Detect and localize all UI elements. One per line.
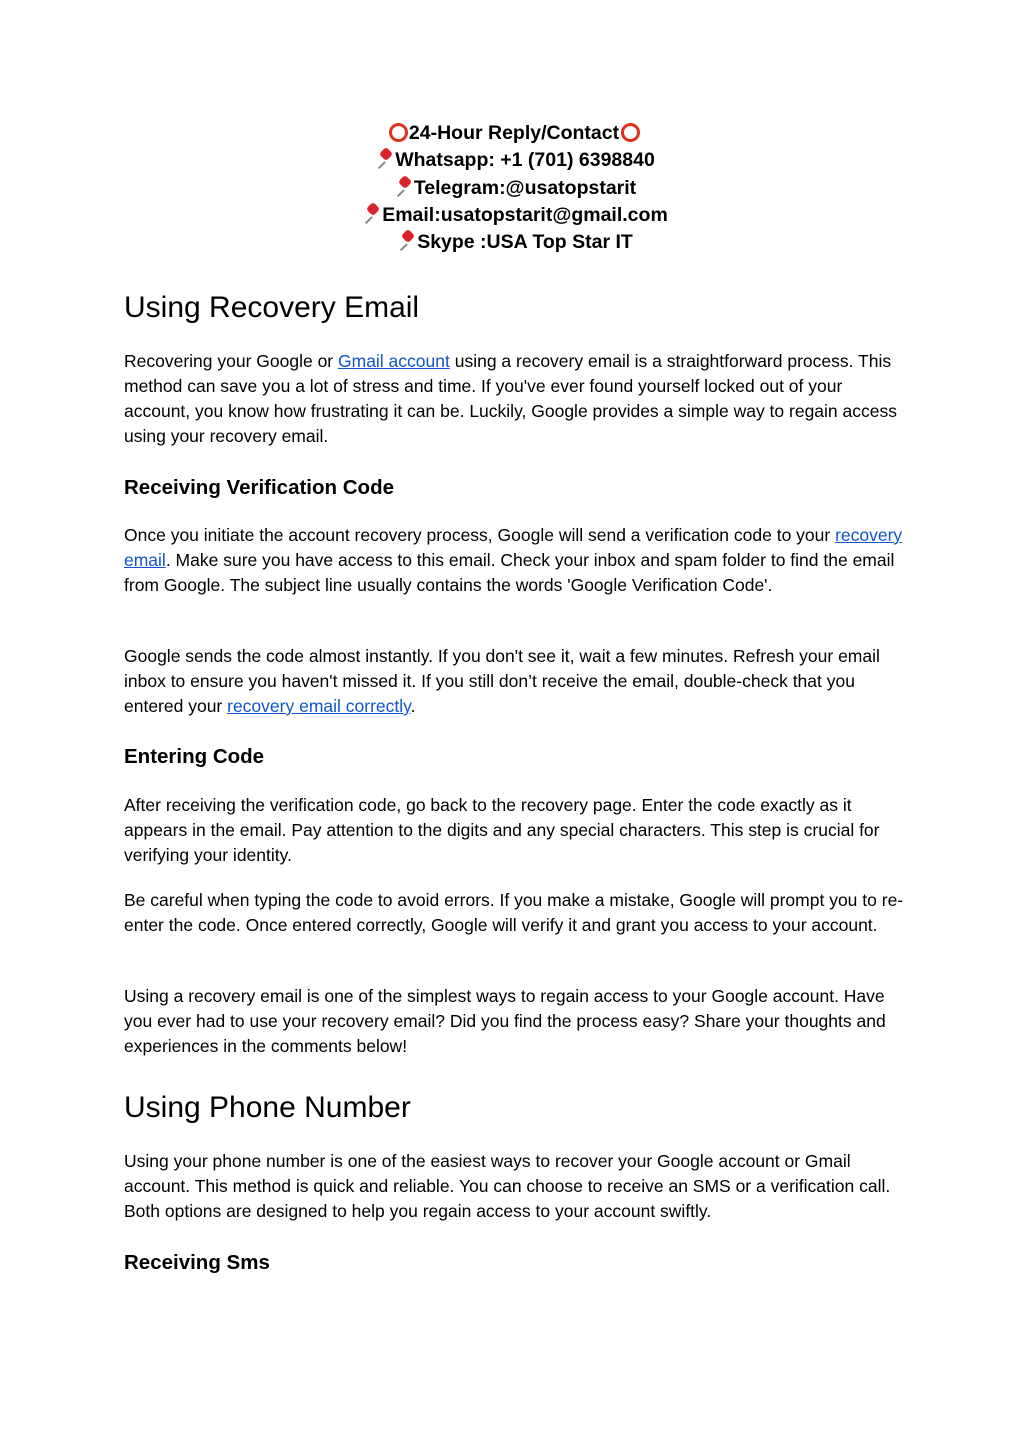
paragraph-phone-intro: Using your phone number is one of the easiest ways to recover your Google account or Gmail account. This method is quick and reliable. You can choose to receive an SMS or a verification call. Both options are designed to help you regain access to your account swiftly.: [124, 1151, 891, 1221]
contact-whatsapp-text: Whatsapp: +1 (701) 6398840: [395, 149, 655, 172]
pushpin-icon: [395, 231, 417, 251]
contact-line-telegram: [124, 175, 904, 202]
text-run: .: [410, 696, 416, 716]
red-circle-icon: [619, 122, 641, 142]
paragraph-entering-code: After receiving the verification code, go back to the recovery page. Enter the code exactly as it appears in the email. Pay attention to the digits and any special characters. This step is crucial for verifying your identity.: [124, 795, 880, 865]
heading-using-recovery-email: Using Recovery Email: [124, 291, 420, 324]
pushpin-icon: [360, 204, 382, 224]
contact-email-text: Email:usatopstarit@gmail.com: [382, 203, 668, 226]
heading-using-phone-number: Using Phone Number: [124, 1091, 411, 1124]
contact-line-email: [124, 202, 904, 229]
paragraph-recovery-summary: Using a recovery email is one of the simplest ways to regain access to your Google account. Have you ever had to use your recovery email? Did you find the process easy? Share your thoughts and experiences in the comments below!: [124, 986, 886, 1056]
text-run: Google sends the code almost instantly. If you don't see it, wait a few minutes. Refresh your email inbox to ensure you haven't missed it. If you still don’t receive the email, double-check that you entered your: [124, 646, 880, 716]
text-run: . Make sure you have access to this email. Check your inbox and spam folder to find the email from Google. The subject line usually contains the words 'Google Verification Code'.: [124, 550, 895, 595]
pushpin-icon: [392, 177, 414, 197]
recovery-email-correctly-link[interactable]: recovery email correctly: [227, 696, 411, 716]
paragraph-typing-carefully: Be careful when typing the code to avoid errors. If you make a mistake, Google will prompt you to re-enter the code. Once entered correctly, Google will verify it and grant you access to your account.: [124, 890, 904, 935]
heading-receiving-verification-code: Receiving Verification Code: [124, 476, 394, 499]
contact-hours-text: 24-Hour Reply/Contact: [408, 122, 620, 144]
paragraph-intro: [124, 349, 904, 449]
paragraph-verification-code: [124, 523, 904, 598]
text-run: Once you initiate the account recovery process, Google will send a verification code to your: [124, 525, 836, 545]
contact-line-whatsapp: [124, 147, 904, 174]
recovery-email-link[interactable]: recovery email: [124, 525, 903, 570]
contact-line-hours: [124, 120, 904, 147]
paragraph-code-timing: [124, 644, 904, 719]
contact-line-skype: [124, 229, 904, 256]
heading-entering-code: Entering Code: [124, 745, 265, 768]
red-circle-icon: [387, 122, 409, 142]
contact-skype-text: Skype :USA Top Star IT: [417, 231, 633, 254]
contact-telegram-text: Telegram:@usatopstarit: [413, 176, 637, 199]
text-run: using a recovery email is a straightforward process. This method can save you a lot of stress and time. If you've ever found yourself locked out of your account, you know how frustrating it can be. Luckily, Google provides a simple way to regain access using your recovery email.: [124, 351, 897, 446]
gmail-account-link[interactable]: Gmail account: [338, 351, 450, 371]
text-run: Recovering your Google or: [124, 351, 338, 371]
heading-receiving-sms: Receiving Sms: [124, 1251, 270, 1274]
pushpin-icon: [373, 149, 395, 169]
contact-block: [124, 120, 904, 256]
